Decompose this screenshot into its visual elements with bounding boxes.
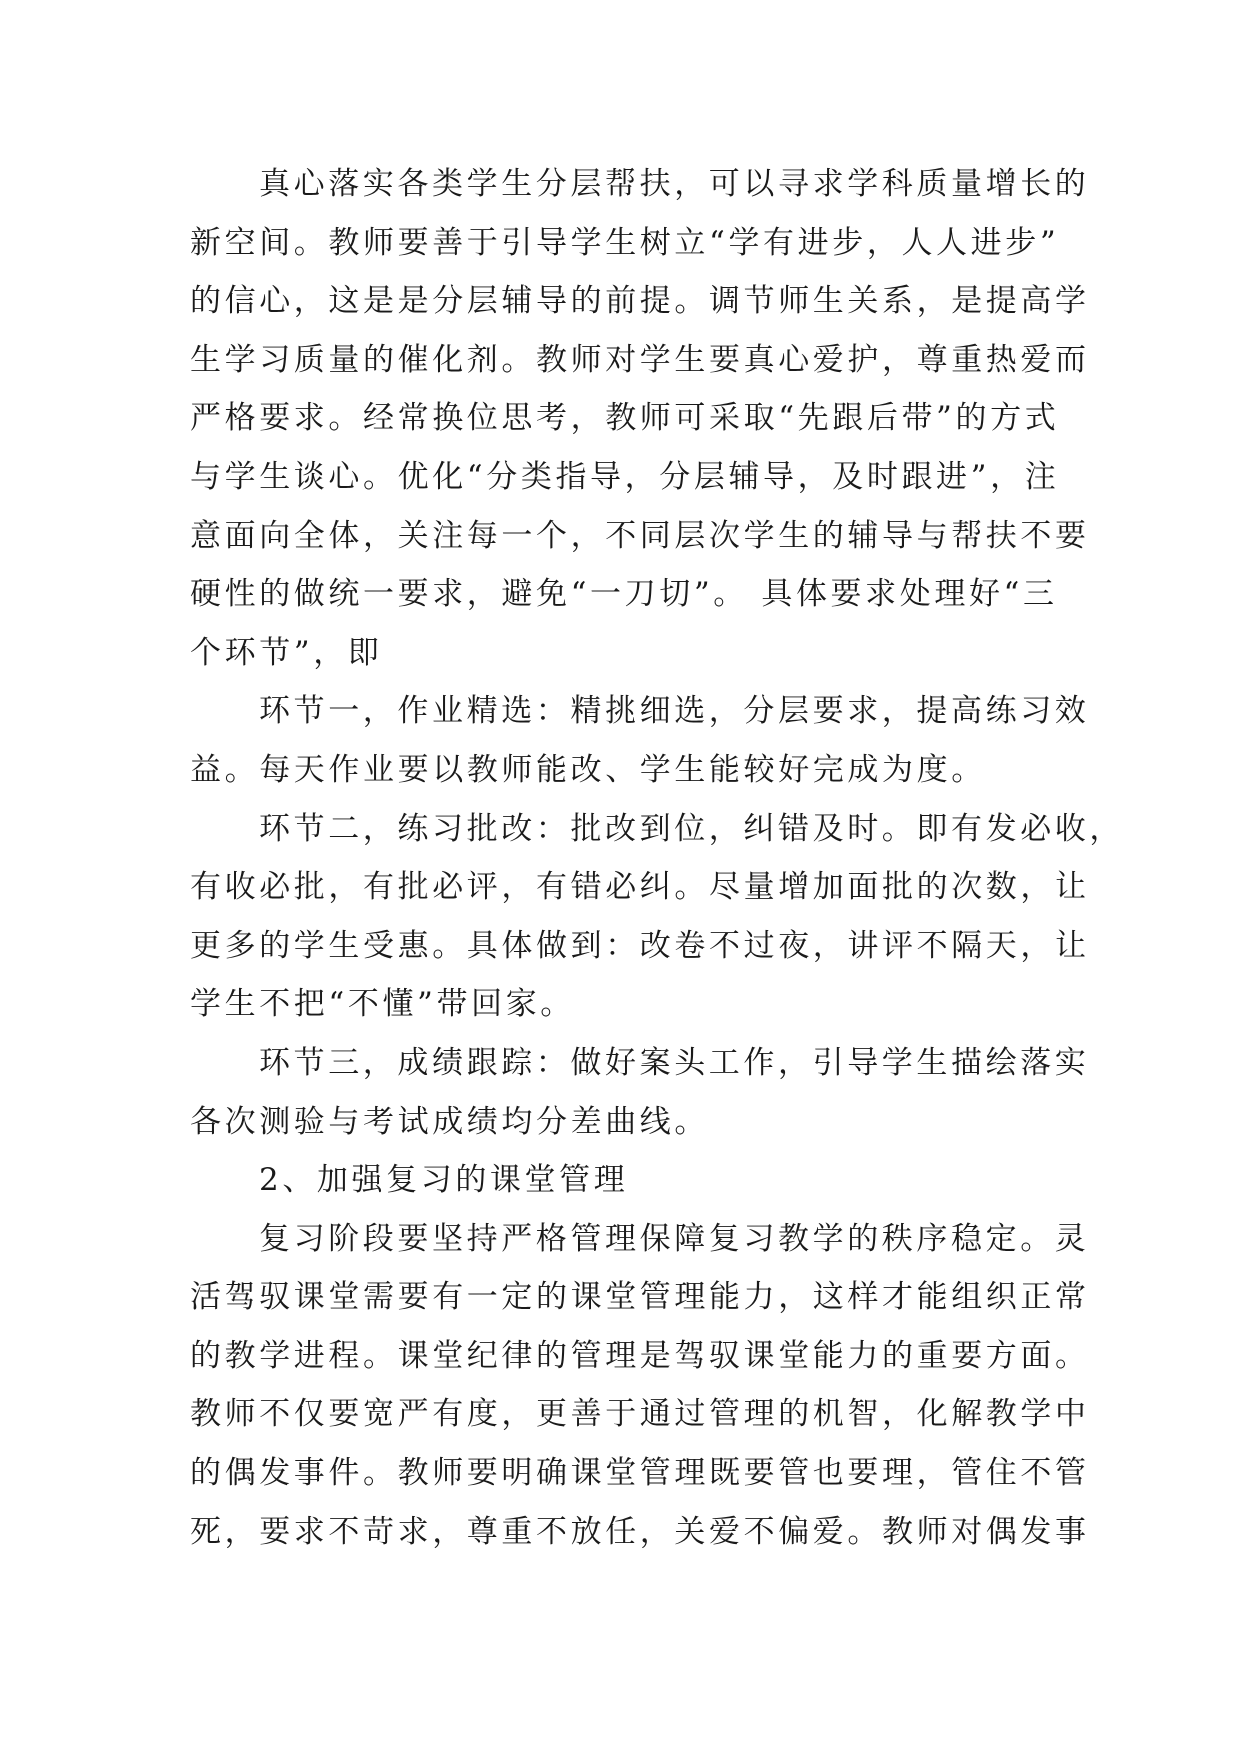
text-line: 各次测验与考试成绩均分差曲线。 [190,1103,709,1140]
text-line: 活驾驭课堂需要有一定的课堂管理能力，这样才能组织正常 [190,1279,1090,1316]
text-line: 复习阶段要坚持严格管理保障复习教学的秩序稳定。灵 [259,1220,1090,1257]
text-line: 生学习质量的催化剂。教师对学生要真心爱护，尊重热爱而 [190,341,1090,378]
text-line: 学生不把“不懂”带回家。 [190,986,575,1023]
text-line: 有收必批，有批必评，有错必纠。尽量增加面批的次数，让 [190,869,1090,906]
body-text [190,155,1124,1561]
text-line: 真心落实各类学生分层帮扶，可以寻求学科质量增长的 [259,166,1090,202]
text-line: 个环节”，即 [190,634,383,671]
text-line: 更多的学生受惠。具体做到：改卷不过夜，讲评不隔天，让 [190,927,1090,964]
text-line: 的偶发事件。教师要明确课堂管理既要管也要理，管住不管 [190,1455,1090,1492]
text-line: 2、加强复习的课堂管理 [259,1162,629,1199]
text-line: 死，要求不苛求，尊重不放任，关爱不偏爱。教师对偶发事 [190,1513,1090,1550]
text-line: 意面向全体，关注每一个，不同层次学生的辅导与帮扶不要 [190,517,1090,554]
text-line: 的教学进程。课堂纪律的管理是驾驭课堂能力的重要方面。 [190,1337,1090,1374]
text-line: 与学生谈心。优化“分类指导，分层辅导，及时跟进”，注 [190,458,1060,495]
text-line: 环节三，成绩跟踪：做好案头工作，引导学生描绘落实 [259,1044,1090,1081]
text-line: 环节一，作业精选：精挑细选，分层要求，提高练习效 [259,693,1090,730]
text-line: 严格要求。经常换位思考，教师可采取“先跟后带”的方式 [190,400,1060,437]
text-line: 教师不仅要宽严有度，更善于通过管理的机智，化解教学中 [190,1396,1090,1433]
text-line: 益。每天作业要以教师能改、学生能较好完成为度。 [190,751,986,788]
text-line: 硬性的做统一要求，避免“一刀切”。 具体要求处理好“三 [190,576,1058,613]
text-line: 的信心，这是是分层辅导的前提。调节师生关系，是提高学 [190,283,1090,320]
text-line: 新空间。教师要善于引导学生树立“学有进步，人人进步” [190,224,1060,261]
text-line: 环节二，练习批改：批改到位，纠错及时。即有发必收， [259,810,1124,847]
